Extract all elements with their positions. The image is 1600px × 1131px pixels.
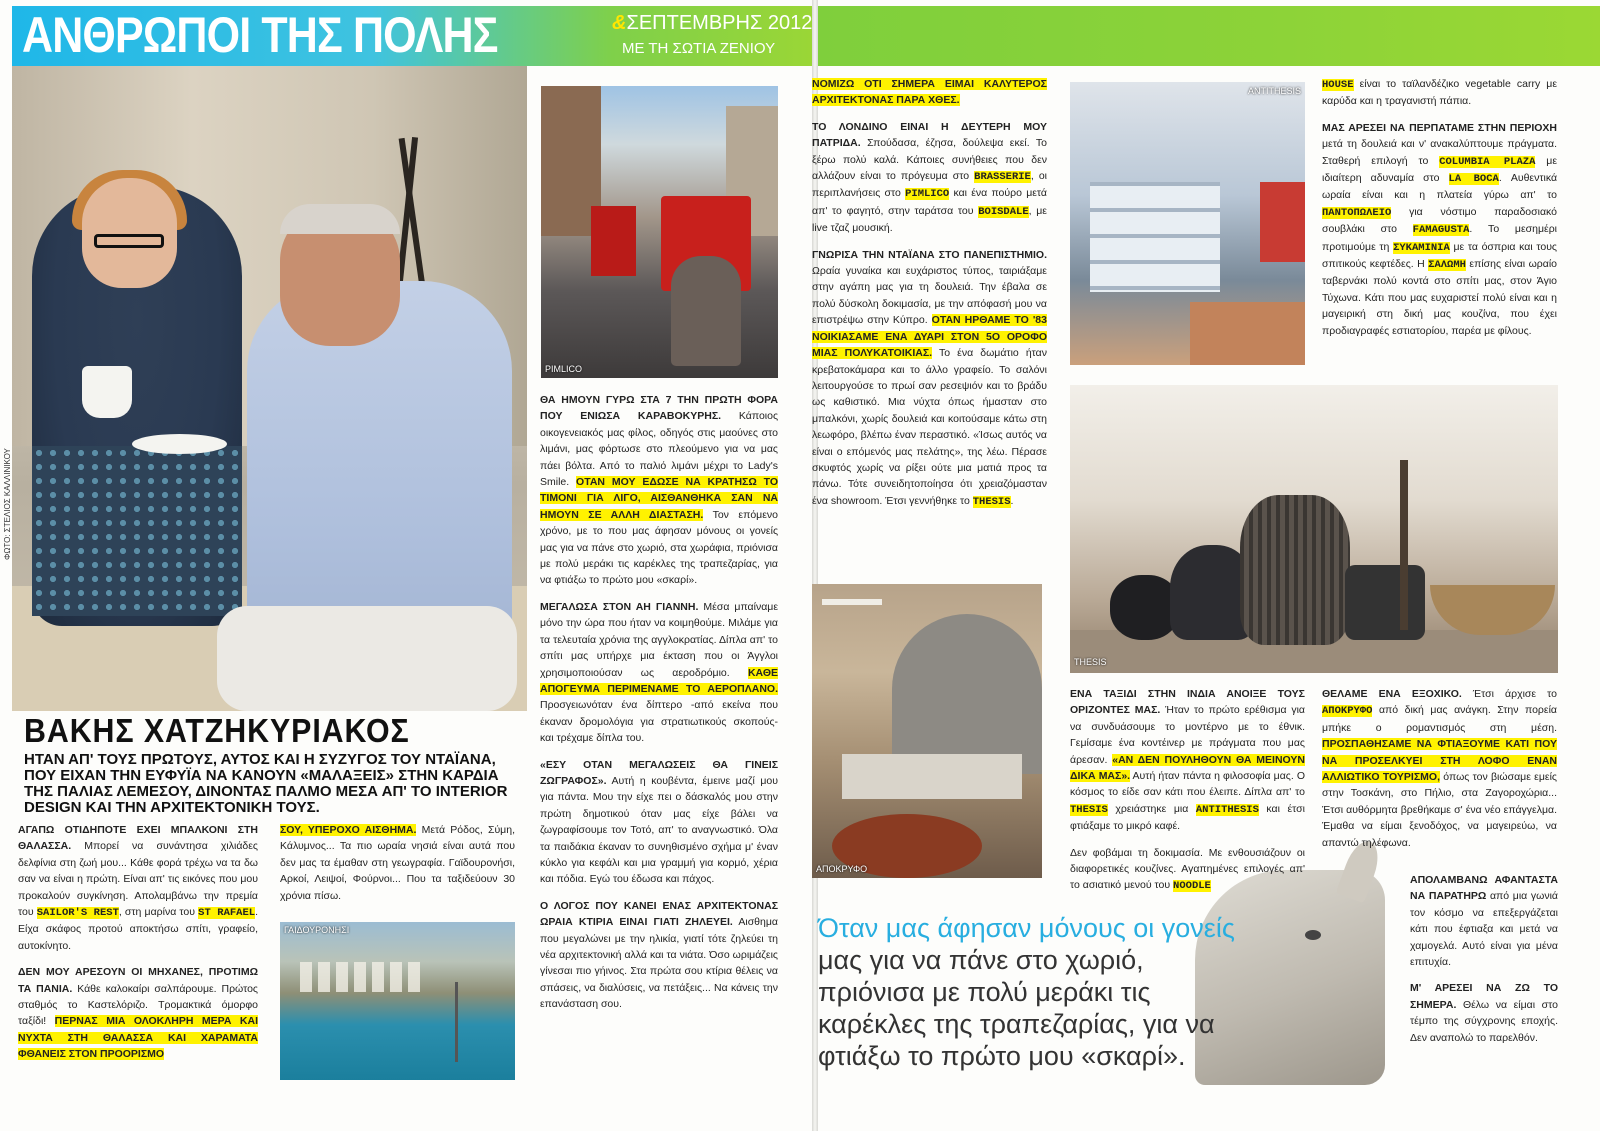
street-photo-caption: PIMLICO — [545, 364, 583, 374]
vase-image — [1240, 495, 1350, 645]
ceiling-fan-image — [822, 599, 882, 605]
paragraph: ΝΟΜΙΖΩ ΟΤΙ ΣΗΜΕΡΑ ΕΙΜΑΙ ΚΑΛΥΤΕΡΟΣ ΑΡΧΙΤΕΚΤΟΝΑΣ ΠΑΡΑ ΧΘΕΣ. — [812, 78, 1047, 107]
street-photo — [541, 86, 778, 378]
cafe-photo-caption: ANTITHESIS — [1248, 86, 1302, 96]
paragraph: HOUSE είναι το ταϊλανδέζικο vegetable carry με καρύδα και η τραγανιστή πάπια. — [1322, 78, 1557, 108]
vases-photo — [1070, 385, 1558, 673]
paragraph: ΜΕΓΑΛΩΣΑ ΣΤΟΝ ΑΗ ΓΙΑΝΝΗ. Μέσα μπαίναμε μόνο την ώρα που ήταν να κοιμηθούμε. Μιλάμε για τα τελευταία χρόνια της αγγλοκρατίας. Δίπλα απ' το σπίτι μας υπήρχε μια έκταση που οι Άγγλοι χρησιμοποιούσαν ως αεροδρόμιο. ΚΑΘΕ ΑΠΟΓΕΥΜΑ ΠΕΡΙΜΕΝΑΜΕ ΤΟ ΑΕΡΟΠΛΑΝΟ. Προσγειωνόταν ένα δίπτερο -από εκείνα που έκαναν δρομολόγια για στρατιωτικούς σκοπούς- και τρέχαμε δίπλα του. — [540, 600, 778, 745]
paragraph: ΑΓΑΠΩ ΟΤΙΔΗΠΟΤΕ ΕΧΕΙ ΜΠΑΛΚΟΝΙ ΣΤΗ ΘΑΛΑΣΣΑ. Μπορεί να συνάντησα χιλιάδες δελφίνια στη ζωή μου... Κάθε φορά τρέχω να τα δω σαν να είναι η πρώτη. Είναι απ' τις εικόνες που μου προκαλούν συγκίνηση. Απολαμβάνω την πρεμία του SAILOR'S REST, στη μαρίνα του ST RAFAEL. Είχα σκάφος προτού αποκτήσω σπίτι, γραφείο, αυτοκίνητο. — [18, 824, 258, 952]
text-column-7 — [1322, 686, 1557, 861]
article-headline: ΒΑΚΗΣ ΧΑΤΖΗΚΥΡΙΑΚΟΣ — [24, 712, 410, 749]
text-column-6 — [1322, 76, 1557, 349]
paragraph: ΔΕΝ ΜΟΥ ΑΡΕΣΟΥΝ ΟΙ ΜΗΧΑΝΕΣ, ΠΡΟΤΙΜΩ ΤΑ ΠΑΝΙΑ. Κάθε καλοκαίρι σαλπάρουμε. Πρώτος σταθμός το Καστελόριζο. Τρομακτικά όμορφο ταξίδι! ΠΕΡΝΑΣ ΜΙΑ ΟΛΟΚΛΗΡΗ ΜΕΡΑ ΚΑΙ ΝΥΧΤΑ ΣΤΗ ΘΑΛΑΣΣΑ ΚΑΙ ΧΑΡΑΜΑΤΑ ΦΘΑΝΕΙΣ ΣΤΟΝ ΠΡΟΟΡΙΣΜΟ — [18, 966, 258, 1061]
header-band-right — [818, 6, 1600, 66]
text-column-8 — [1410, 872, 1558, 1056]
paragraph: ΘΕΛΑΜΕ ΕΝΑ ΕΞΟΧΙΚΟ. Έτσι άρχισε το ΑΠΟΚΡΥΦΟ από δική μας ανάγκη. Στην πορεία μπήκε ο ρομαντισμός στη μέση. ΠΡΟΣΠΑΘΗΣΑΜΕ ΝΑ ΦΤΙΑΞΟΥΜΕ ΚΑΤΙ ΠΟΥ ΝΑ ΠΡΟΣΕΛΚΥΕΙ ΣΤΗ ΛΟΦΟ ΕΝΑΝ ΑΛΛΙΩΤΙΚΟ ΤΟΥΡΙΣΜΟ, όπως τον βιώσαμε εμείς στην Τοσκάνη, στο Πήλιο, στα Ζαγοροχώρια... Έτσι αυθόρμητα βρεθήκαμε σ' ένα νέο επάγγελμα. Έμαθα να είμαι ξενοδόχος, να μαγειρεύω, να απαντώ τηλέφωνα. — [1322, 688, 1558, 849]
island-photo — [280, 922, 515, 1080]
portrait-photo — [12, 66, 527, 711]
paragraph: ΑΠΟΛΑΜΒΑΝΩ ΑΦΑΝΤΑΣΤΑ ΝΑ ΠΑΡΑΤΗΡΩ από μια γωνιά τον κόσμο να επεξεργάζεται κάτι που έφτιαξα και μετά να χαμογελά. Αυτό είναι για μένα επιτυχία. — [1410, 874, 1558, 969]
photo-credit: ΦΩΤΟ: ΣΤΕΛΙΟΣ ΚΑΛΛΙΝΙΚΟΥ — [3, 448, 12, 560]
paragraph: ΕΝΑ ΤΑΞΙΔΙ ΣΤΗΝ ΙΝΔΙΑ ΑΝΟΙΞΕ ΤΟΥΣ ΟΡΙΖΟΝΤΕΣ ΜΑΣ. Ήταν το πρώτο ερέθισμα για να συνδυάσουμε το μοντέρνο με το έθνικ. Γεμίσαμε ένα κοντέινερ με πράγματα που μας άρεσαν. «ΑΝ ΔΕΝ ΠΟΥΛΗΘΟΥΝ ΘΑ ΜΕΙΝΟΥΝ ΔΙΚΑ ΜΑΣ». Αυτή ήταν πάντα η φιλοσοφία μας. Ο κόσμος το είδε σαν κάτι που έλειπε. Δίπλα απ' το THESIS χρειάστηκε μια ANTITHESIS και έτσι φτιάξαμε το μικρό καφέ. — [1070, 688, 1306, 833]
room-photo — [812, 584, 1042, 878]
paragraph: Μ' ΑΡΕΣΕΙ ΝΑ ΖΩ ΤΟ ΣΗΜΕΡΑ. Θέλω να είμαι στο τέμπο της σύγχρονης εποχής. Δεν αναπολώ το παρελθόν. — [1410, 982, 1558, 1044]
issue-date-text: ΣΕΠΤΕΜΒΡΗΣ 2012 — [626, 12, 813, 34]
cup-image — [82, 366, 132, 418]
paragraph: «ΕΣΥ ΟΤΑΝ ΜΕΓΑΛΩΣΕΙΣ ΘΑ ΓΙΝΕΙΣ ΖΩΓΡΑΦΟΣ». Αυτή η κουβέντα, έμεινε μαζί μου για πάντα. Μου την είχε πει ο δάσκαλός μου στην πρώτη δημοτικού όταν μας είχε βάλει να ζωγραφίσουμε τον Τοτό, απ' το αναγνωστικό. Όλα τα παιδάκια έκαναν το συνηθισμένο σχήμα μ' έναν κύκλο για κεφάλι και μια γραμμή για κορμό, χέρια και πόδια. Εγώ του έδωσα και πάχος. — [540, 758, 778, 886]
text-column-5 — [1070, 686, 1305, 905]
text-column-2 — [280, 822, 515, 914]
text-column-3 — [540, 392, 778, 1023]
pull-quote — [818, 912, 1238, 1072]
text-column-1 — [18, 822, 258, 1073]
pull-quote-first-line: Όταν μας άφησαν μόνους οι γονείς — [818, 913, 1235, 943]
text-column-4 — [812, 76, 1047, 520]
paragraph: ΘΑ ΗΜΟΥΝ ΓΥΡΩ ΣΤΑ 7 ΤΗΝ ΠΡΩΤΗ ΦΟΡΑ ΠΟΥ ΕΝΙΩΣΑ ΚΑΡΑΒΟΚΥΡΗΣ. Κάποιος οικογενειακός μας φίλος, οδηγός στις μαούνες στο λιμάνι, μας φόρτωσε στο πλεούμενο για να μας πάει βόλτα. Από το παλιό λιμάνι μέχρι το Lady's Smile. ΟΤΑΝ ΜΟΥ ΕΔΩΣΕ ΝΑ ΚΡΑΤΗΣΩ ΤΟ ΤΙΜΟΝΙ ΓΙΑ ΛΙΓΟ, ΑΙΣΘΑΝΘΗΚΑ ΣΑΝ ΝΑ ΗΜΟΥΝ ΣΕ ΑΛΛΗ ΔΙΑΣΤΑΣΗ. Τον επόμενο χρόνο, με το που μας άφησαν μόνους οι γονείς μας για να πάνε στο χωριό, στα χωράφια, πριόνισα με πολύ μεράκι τις καρέκλες της τραπεζαρίας, για να φτιάξω το πρώτο μου «σκαρί». — [540, 394, 779, 587]
paragraph: ΓΝΩΡΙΣΑ ΤΗΝ ΝΤΑΪΑΝΑ ΣΤΟ ΠΑΝΕΠΙΣΤΗΜΙΟ. Ωραία γυναίκα και ευχάριστος τύπος, ταιριάξαμε στην αγάπη μας για τη δουλειά. Την έβαλα σε πολύ δύσκολη δοκιμασία, με την απόφασή μου να επιστρέψω στην Κύπρο. ΟΤΑΝ ΗΡΘΑΜΕ ΤΟ '83 ΝΟΙΚΙΑΣΑΜΕ ΕΝΑ ΔΥΑΡΙ ΣΤΟΝ 5Ο ΟΡΟΦΟ ΜΙΑΣ ΠΟΛΥΚΑΤΟΙΚΙΑΣ. Το ένα δωμάτιο ήταν κρεβατοκάμαρα και το άλλο γραφείο. Το σαλόνι λειτουργούσε το πρωί σαν ρεσεψιόν και το βράδυ ως καθιστικό. Μια νύχτα όπως ήμασταν στο μπαλκόνι, χωρίς δουλειά και κοιτούσαμε κάτω στη λεωφόρο, βλέπω έναν περαστικό. «Ίσως αυτός να είναι ο επόμενός μας πελάτης», της λέω. Πέρασε σκυφτός χωρίς να ρίξει ούτε μια ματιά προς τα πάνω. Τότε συνειδητοποίησα ότι χρειαζόμασταν ένα showroom. Έτσι γεννήθηκε το THESIS. — [812, 248, 1048, 508]
paragraph: ΤΟ ΛΟΝΔΙΝΟ ΕΙΝΑΙ Η ΔΕΥΤΕΡΗ ΜΟΥ ΠΑΤΡΙΔΑ. Σπούδασα, έζησα, δούλεψα εκεί. Το ξέρω πολύ καλά. Κάποιες συνήθειες που δεν αλλάζουν είναι το πρόγευμα στο BRASSERIE, οι περιπλανήσεις στο PIMLICO και ένα πούρο μετά απ' το φαγητό, στην ταράτσα του BOISDALE, με live τζαζ μουσική. — [812, 120, 1047, 235]
island-photo-caption: ΓΑΙΔΟΥΡΟΝΗΣΙ — [284, 925, 350, 935]
paragraph: ΣΟΥ, ΥΠΕΡΟΧΟ ΑΙΣΘΗΜΑ. Μετά Ρόδος, Σύμη, Κάλυμνος... Τα πιο ωραία νησιά είναι αυτά που δεν μας τα έμαθαν στη γεωγραφία. Γαϊδουρονήσι, Αρκοί, Λειψοί, Φούρνοι... Που τα ταξιδεύουν 30 χρόνια πίσω. — [280, 824, 515, 902]
ampersand: & — [612, 12, 627, 34]
paragraph: Δεν φοβάμαι τη δοκιμασία. Με ενθουσιάζουν οι διαφορετικές κουζίνες. Αγαπημένες επιλογές απ' το ασιατικό μενού του NOODLE — [1070, 846, 1305, 893]
room-photo-caption: ΑΠΟΚΡΥΦΟ — [816, 864, 868, 874]
issue-date — [612, 12, 812, 35]
paragraph: Ο ΛΟΓΟΣ ΠΟΥ ΚΑΝΕΙ ΕΝΑΣ ΑΡΧΙΤΕΚΤΟΝΑΣ ΩΡΑΙΑ ΚΤΙΡΙΑ ΕΙΝΑΙ ΓΙΑΤΙ ΖΗΛΕΥΕΙ. Αισθημα που μεγαλώνει με την ηλικία, γιατί τότε ζηλεύει τη νέα αρχιτεκτονική αλλά και τα νιάτα. Όσο ωριμάζεις γίνεσαι πιο γήινος. Στα πρώτα σου κτίρια θέλεις να σπάσεις, να διαλύσεις, να πετάξεις... Να κάνεις την επανάσταση σου. — [540, 899, 778, 1011]
article-deck: ΗΤΑΝ ΑΠ' ΤΟΥΣ ΠΡΩΤΟΥΣ, ΑΥΤΟΣ ΚΑΙ Η ΣΥΖΥΓΟΣ ΤΟΥ ΝΤΑΪΑΝΑ, ΠΟΥ ΕΙΧΑΝ ΤΗΝ ΕΥΦΥΪΑ ΝΑ ΚΑΝΟΥΝ «ΜΑΛΑΞΕΙΣ» ΣΤΗΝ ΚΑΡΔΙΑ ΤΗΣ ΠΑΛΙΑΣ ΛΕΜΕΣΟΥ, ΔΙΝΟΝΤΑΣ ΠΑΛΜΟ ΜΕΣΑ ΑΠ' ΤΟ INTERIOR DESIGN ΚΑΙ ΤΗΝ ΑΡΧΙΤΕΚΤΟΝΙΚΗ ΤΟΥΣ. — [24, 751, 508, 816]
vases-photo-caption: THESIS — [1074, 657, 1107, 667]
sailboat-image — [455, 982, 458, 1062]
author-byline: ΜΕ ΤΗ ΣΩΤΙΑ ΖΕΝΙΟΥ — [622, 40, 776, 57]
section-title: ΑΝΘΡΩΠΟΙ ΤΗΣ ΠΟΛΗΣ — [22, 7, 498, 63]
pull-quote-rest: μας για να πάνε στο χωριό, πριόνισα με πολύ μεράκι τις καρέκλες της τραπεζαρίας, για να φτιάξω το πρώτο μου «σκαρί». — [818, 945, 1215, 1071]
paragraph: ΜΑΣ ΑΡΕΣΕΙ ΝΑ ΠΕΡΠΑΤΑΜΕ ΣΤΗΝ ΠΕΡΙΟΧΗ μετά τη δουλειά και ν' ανακαλύπτουμε πράγματα. Σταθερή επιλογή το COLUMBIA PLAZA με ιδιαίτερη αδυναμία στο LA BOCA. Αυθεντικά ωραία είναι και η πλατεία γύρω απ' το ΠΑΝΤΟΠΩΛΕΙΟ για νόστιμο παραδοσιακό σουβλάκι στο FAMAGUSTA. Το μεσημέρι προτιμούμε τη ΣΥΚΑΜΙΝΙΑ με τα όσπρια και τους σπιτικούς κεφτέδες. Η ΣΑΛΩΜΗ επίσης είναι ωραίο ταβερνάκι πολύ κοντά στο σπίτι μας, στον Άγιο Τύχωνα. Κάτι που μας ευχαριστεί πολύ είναι και η μαγειρική στη δική μας κουζίνα, που έχει προδιαγραφές εστιατορίου, παρέα με φίλους. — [1322, 121, 1558, 337]
cafe-photo — [1070, 82, 1305, 365]
